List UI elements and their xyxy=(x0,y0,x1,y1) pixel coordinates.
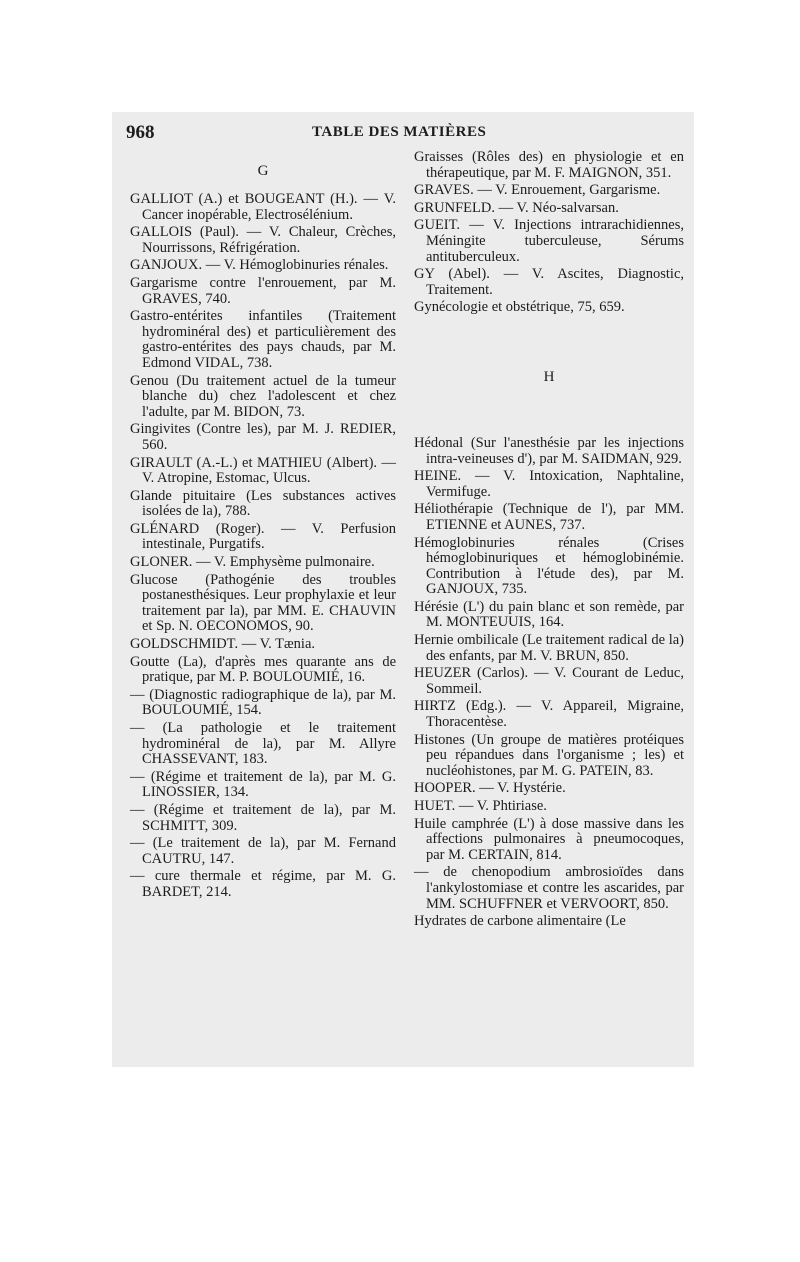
index-entry: Genou (Du traitement actuel de la tumeur blanche du) chez l'adolescent et chez l'adulte, par M. BIDON, 73. xyxy=(130,372,396,420)
index-entry: Histones (Un groupe de matières protéiques peu répandues dans l'organisme ; les) et nucléohistones, par M. G. PATEIN, 83. xyxy=(414,731,684,779)
page-number: 968 xyxy=(126,122,155,143)
index-entry: GY (Abel). — V. Ascites, Diagnostic, Traitement. xyxy=(414,266,684,298)
index-entry: GANJOUX. — V. Hémoglobinuries rénales. xyxy=(130,257,389,274)
index-entry: — (Régime et traitement de la), par M. G. LINOSSIER, 134. xyxy=(130,768,396,801)
index-entry: GLONER. — V. Emphysème pulmonaire. xyxy=(130,554,375,571)
index-entry: HEUZER (Carlos). — V. Courant de Leduc, Sommeil. xyxy=(414,665,684,697)
running-title: TABLE DES MATIÈRES xyxy=(312,124,487,140)
index-entry: Goutte (La), d'après mes quarante ans de pratique, par M. P. BOULOUMIÉ, 16. xyxy=(130,653,396,686)
index-entry: Gargarisme contre l'enrouement, par M. GRAVES, 740. xyxy=(130,274,396,307)
right-column xyxy=(414,150,684,932)
index-entry: GOLDSCHMIDT. — V. Tænia. xyxy=(130,636,316,653)
index-entry: — (Le traitement de la), par M. Fernand CAUTRU, 147. xyxy=(130,835,396,867)
index-entry: Hydrates de carbone alimentaire (Le xyxy=(414,913,626,930)
index-entry: — cure thermale et régime, par M. G. BARDET, 214. xyxy=(130,868,396,900)
index-entry: GRAVES. — V. Enrouement, Gargarisme. xyxy=(414,182,661,199)
index-entry: Hérésie (L') du pain blanc et son remède, par M. MONTEUUIS, 164. xyxy=(414,598,684,631)
index-entry: Glucose (Pathogénie des troubles postanesthésiques. Leur prophylaxie et leur traitement par la), par MM. E. CHAUVIN et Sp. N. OECONOMOS, 90. xyxy=(130,571,396,635)
index-entry: — (La pathologie et le traitement hydrominéral de la), par M. Allyre CHASSEVANT, 183. xyxy=(130,720,396,768)
section-letter-g: G xyxy=(257,163,269,179)
index-entry: GRUNFELD. — V. Néo-salvarsan. xyxy=(414,199,619,216)
index-entry: HUET. — V. Phtiriase. xyxy=(414,798,547,814)
index-entry: Gastro-entérites infantiles (Traitement hydrominéral des) et particulièrement des gastro-entérites des pays chauds, par M. Edmond VIDAL, 738. xyxy=(130,308,396,371)
index-entry: Gingivites (Contre les), par M. J. REDIER, 560. xyxy=(130,421,396,453)
index-entry: HOOPER. — V. Hystérie. xyxy=(414,780,566,797)
section-letter-h: H xyxy=(543,368,555,385)
page-header xyxy=(126,122,686,150)
index-entry: Héliothérapie (Technique de l'), par MM. ETIENNE et AUNES, 737. xyxy=(414,501,684,533)
index-entry: — (Régime et traitement de la), par M. SCHMITT, 309. xyxy=(130,801,396,834)
index-entry: Hémoglobinuries rénales (Crises hémoglobinuriques et hémoglobinémie. Contribution à l'étude des), par M. GANJOUX, 735. xyxy=(414,534,684,598)
index-entry: Glande pituitaire (Les substances actives isolées de la), 788. xyxy=(130,487,396,520)
index-entry: HEINE. — V. Intoxication, Naphtaline, Vermifuge. xyxy=(414,468,684,500)
index-entry: — (Diagnostic radiographique de la), par M. BOULOUMIÉ, 154. xyxy=(130,686,396,719)
index-entry: Gynécologie et obstétrique, 75, 659. xyxy=(414,299,625,316)
index-entry: Hédonal (Sur l'anesthésie par les injections intra-veineuses d'), par M. SAIDMAN, 929. xyxy=(414,434,684,467)
index-entry: HIRTZ (Edg.). — V. Appareil, Migraine, Thoracentèse. xyxy=(414,698,684,731)
index-entry: Huile camphrée (L') à dose massive dans les affections pulmonaires à pneumocoques, par M. CERTAIN, 814. xyxy=(414,815,684,863)
index-entry: — de chenopodium ambrosioïdes dans l'ankylostomiase et contre les ascarides, par MM. SCHUFFNER et VERVOORT, 850. xyxy=(414,864,684,912)
left-column xyxy=(130,150,396,903)
index-entry: GIRAULT (A.-L.) et MATHIEU (Albert). — V. Atropine, Estomac, Ulcus. xyxy=(130,454,396,487)
index-entry: Graisses (Rôles des) en physiologie et en thérapeutique, par M. F. MAIGNON, 351. xyxy=(414,149,684,181)
index-entry: GALLIOT (A.) et BOUGEANT (H.). — V. Cancer inopérable, Electrosélénium. xyxy=(130,191,396,223)
index-entry: GUEIT. — V. Injections intrarachidiennes, Méningite tuberculeuse, Sérums antituberculeux. xyxy=(414,217,684,265)
index-entry: GLÉNARD (Roger). — V. Perfusion intestinale, Purgatifs. xyxy=(130,520,396,553)
index-entry: Hernie ombilicale (Le traitement radical de la) des enfants, par M. V. BRUN, 850. xyxy=(414,632,684,664)
index-entry: GALLOIS (Paul). — V. Chaleur, Crèches, Nourrissons, Réfrigération. xyxy=(130,224,396,256)
